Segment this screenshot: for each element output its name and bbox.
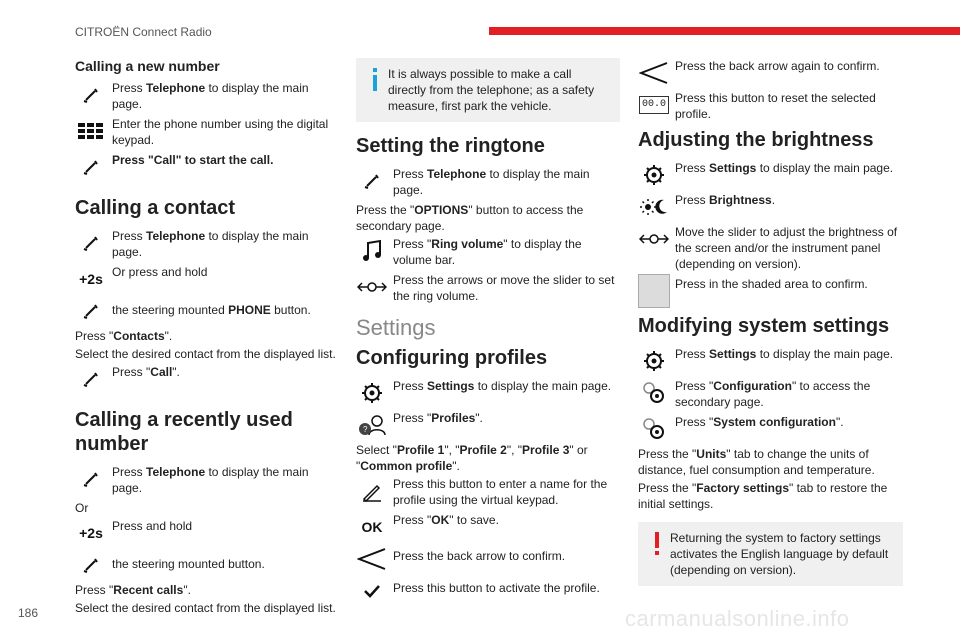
phone-handset-icon [356,167,388,195]
step-row: Press Settings to display the main page. [638,160,903,188]
heading-calling-new-number: Calling a new number [75,58,220,74]
step-row: +2s Press and hold [75,518,340,546]
step-row: Press Telephone to display the main page. [75,464,340,496]
step-row: Press the arrows or move the slider to set the ring volume. [356,272,620,304]
music-note-icon [356,237,388,265]
shaded-area-icon [638,277,670,305]
warning-icon [648,530,666,558]
step-row: Press "Call" to start the call. [75,152,340,180]
step-row: Press "Ring volume" to display the volume bar. [356,236,620,268]
heading-calling-recent: Calling a recently used number [75,409,293,455]
sun-moon-icon [638,193,670,221]
system-configuration-icon [638,415,670,443]
step-row: ? Press "Profiles". [356,410,620,438]
page-number: 186 [18,606,39,620]
step-row: Press Settings to display the main page. [638,346,903,374]
gear-icon [638,161,670,189]
back-arrow-icon [356,545,388,573]
phone-handset-icon [75,297,107,325]
step-row: Press the back arrow again to confirm. [638,58,903,86]
phone-handset-icon [75,551,107,579]
reset-button-icon: 00.0 [638,91,670,119]
warning-box: Returning the system to factory settings activates the English language by default (depending on version). [638,522,903,586]
ok-icon: OK [361,519,383,535]
column-2: It is always possible to make a call directly from the telephone; as a safety measure, first park the vehicle. Setting the ringtone Press Telephone to display the main page. Press the "OPTIONS" button to access the secondary page. Press "Ring volume" to display the volume bar. Press the arrows or move the slider to set the ring volume. Settings Configuring profiles Press Settings to display the main page. ? Press "Profiles". Select "Profile 1", "Profile 2", "Profile 3" or "Common profile". Press this button to enter a name for the profile using the virtual keypad. OK Press "OK" to save. Press the back arrow to confirm. Press this button to activate the profile. [356,58,620,608]
step-row: Press "Call". [75,364,340,392]
phone-handset-icon [75,365,107,393]
step-row: Press "Configuration" to access the secondary page. [638,378,903,410]
running-header: CITROËN Connect Radio [75,25,212,39]
gear-icon [356,379,388,407]
step-row: Press "System configuration". [638,414,903,442]
step-row: Press Telephone to display the main page. [75,80,340,112]
info-box: It is always possible to make a call directly from the telephone; as a safety measure, first park the vehicle. [356,58,620,122]
column-3: Press the back arrow again to confirm. 00.0 Press this button to reset the selected profile. Adjusting the brightness Press Settings to display the main page. Press Brightness. Move the slider to adjust the brightness of the screen and/or the instrument panel (depending on version). Press in the shaded area to confirm. Modifying system settings Press Settings to display the main page. Press "Configuration" to access the secondary page. Press "System configuration". Press the "Units" tab to change the units of distance, fuel consumption and temperature. Press the "Factory settings" tab to restore the initial settings. Returning the system to factory settings activates the English language by default (depending on version). [638,58,903,596]
step-row: Press in the shaded area to confirm. [638,276,903,304]
step-row: Press Telephone to display the main page. [356,166,620,198]
step-row: +2s Or press and hold [75,264,340,292]
gear-icon [638,347,670,375]
step-row: Press Settings to display the main page. [356,378,620,406]
press-hold-2s-icon: +2s [79,525,103,541]
heading-configuring-profiles: Configuring profiles [356,347,548,369]
svg-text:?: ? [363,425,368,434]
heading-settings: Settings [356,315,436,340]
step-row: the steering mounted PHONE button. [75,296,340,324]
step-row: Press the back arrow to confirm. [356,544,620,572]
step-row: Press Brightness. [638,192,903,220]
configuration-gears-icon [638,379,670,407]
pencil-icon [356,477,388,505]
press-hold-2s-icon: +2s [79,271,103,287]
checkmark-icon [356,577,388,605]
heading-calling-contact: Calling a contact [75,197,236,219]
heading-system-settings: Modifying system settings [638,315,890,337]
step-row: Press this button to activate the profile. [356,576,620,604]
phone-handset-icon [75,465,107,493]
step-row: Move the slider to adjust the brightness of the screen and/or the instrument panel (depending on version). [638,224,903,272]
header-accent-bar [489,27,960,35]
back-arrow-icon [638,59,670,87]
slider-arrows-icon [638,225,670,253]
step-row: Enter the phone number using the digital keypad. [75,116,340,148]
phone-handset-icon [75,81,107,109]
heading-ringtone: Setting the ringtone [356,135,545,157]
slider-arrows-icon [356,273,388,301]
keypad-icon [75,117,107,145]
watermark: carmanualsonline.info [625,606,850,631]
step-row: OK Press "OK" to save. [356,512,620,540]
step-row: Press this button to enter a name for the profile using the virtual keypad. [356,476,620,508]
profiles-icon [356,411,388,439]
phone-handset-icon [75,153,107,181]
step-row: the steering mounted button. [75,550,340,578]
step-row: 00.0 Press this button to reset the selected profile. [638,90,903,122]
phone-handset-icon [75,229,107,257]
heading-brightness: Adjusting the brightness [638,129,874,151]
step-row: Press Telephone to display the main page. [75,228,340,260]
column-1: Calling a new number Press Telephone to display the main page. Enter the phone number using the digital keypad. Press "Call" to start the call. Calling a contact Press Telephone to display the main page. +2s Or press and hold the steering mounted PHONE button. Press "Contacts". Select the desired contact from the displayed list. Press "Call". Calling a recently used number Press Telephone to display the main page. Or +2s Press and hold the steering mounted button. Press "Recent calls". Select the desired contact from the displayed list. [75,58,340,618]
info-icon [366,66,384,94]
